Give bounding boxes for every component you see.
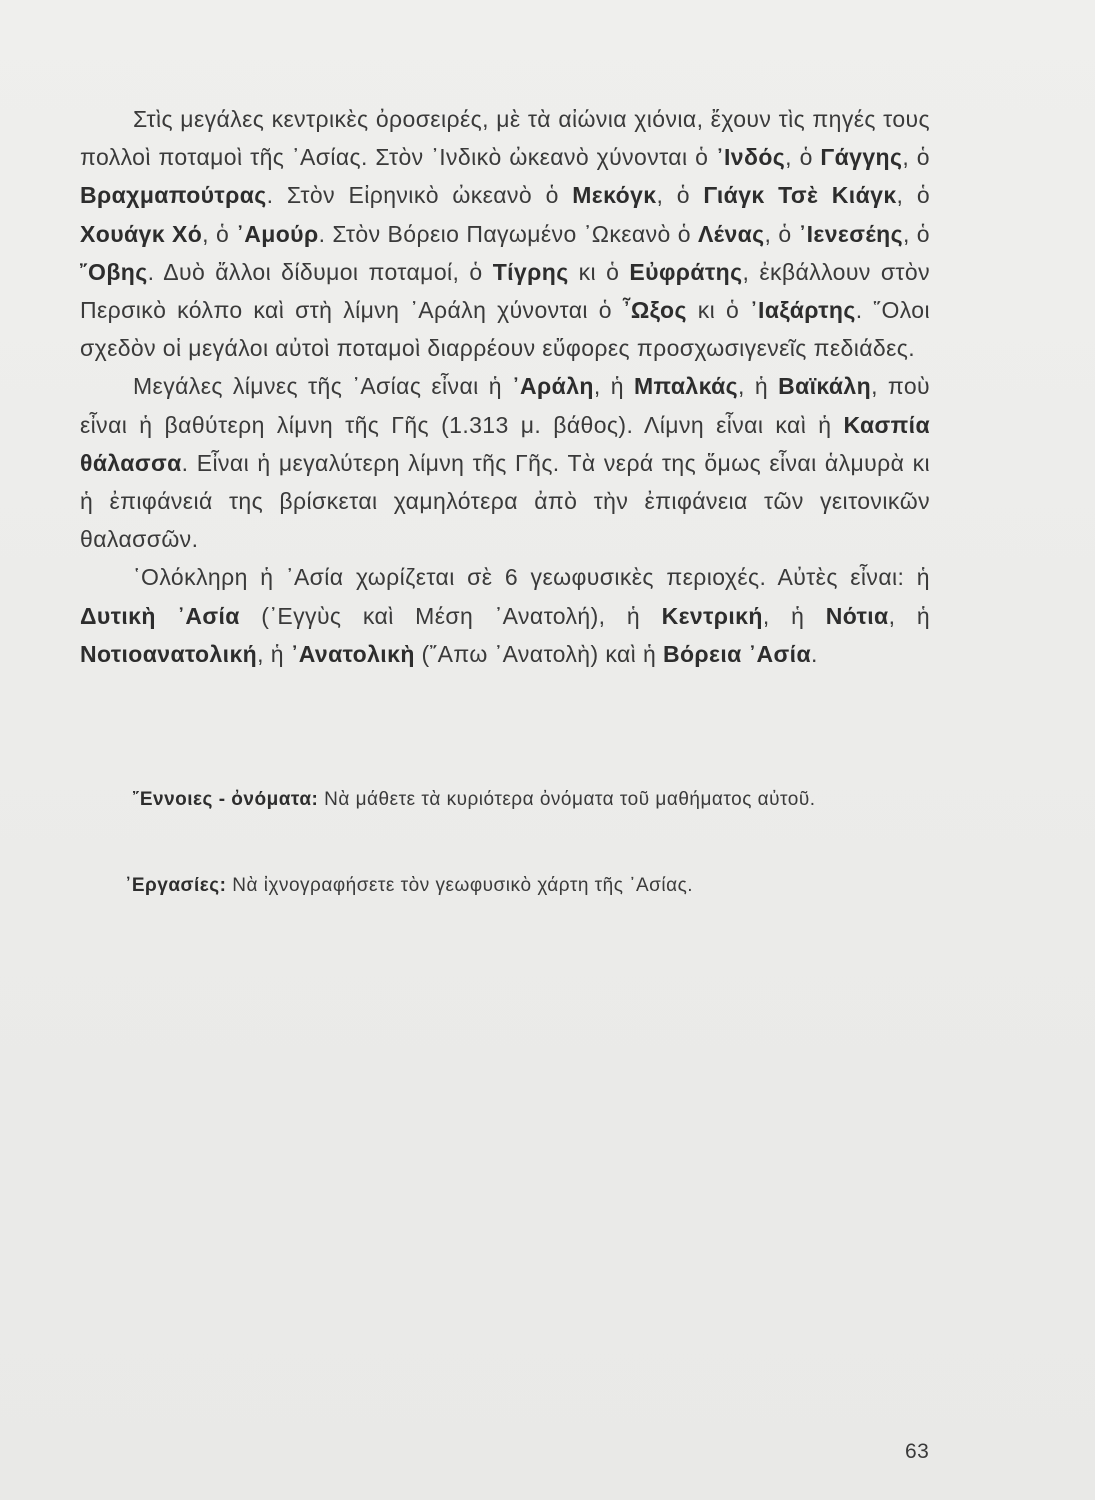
text-run: Μεγάλες λίμνες τῆς ᾿Ασίας εἶναι ἡ (133, 373, 512, 400)
bold-term: ᾿Ιαξάρτης (749, 297, 856, 324)
notes-text: Νὰ μάθετε τὰ κυριότερα ὀνόματα τοῦ μαθήματος αὐτοῦ. (318, 789, 816, 810)
bold-term: Γάγγης (820, 144, 903, 171)
text-run: , ὁ (902, 220, 930, 247)
text-run: , ὁ (202, 220, 237, 247)
text-run: Στὶς μεγάλες κεντρικὲς ὀροσειρές, μὲ τὰ αἰώνια χιόνια, ἔχουν τὶς πηγές τους πολλοὶ ποταμοὶ τῆς ᾿Ασίας. Στὸν ᾿Ινδικὸ ὠκεανὸ χύνονται ὁ (80, 106, 930, 171)
bold-term: Βαϊκάλη (778, 373, 872, 400)
text-run: ῾Ολόκληρη ἡ ᾿Ασία χωρίζεται σὲ 6 γεωφυσικὲς περιοχές. Αὐτὲς εἶναι: ἡ (133, 564, 930, 591)
bold-term: ᾿Ινδός (715, 144, 786, 171)
text-run: , ἡ (737, 373, 779, 400)
bold-term: Κασπία θάλασσα (80, 411, 930, 476)
tasks-text: Νὰ ἰχνογραφήσετε τὸν γεωφυσικὸ χάρτη τῆς ᾿Ασίας. (226, 875, 694, 896)
text-run: , ἡ (593, 373, 634, 400)
text-run: . ῞Ολοι σχεδὸν οἱ μεγάλοι αὐτοὶ ποταμοὶ διαρρέουν εὔφορες προσχωσιγενεῖς πεδιάδες. (80, 297, 930, 362)
bold-term: Κεντρική (661, 602, 763, 629)
bold-term: ῎Οβης (80, 258, 148, 285)
text-run: . Στὸν Βόρειο Παγωμένο ᾿Ωκεανὸ ὁ (318, 220, 698, 247)
notes-label: ῎Εννοιες - ὀνόματα: (133, 789, 319, 810)
paragraph-regions (80, 558, 930, 673)
bold-term: ᾿Αμούρ (236, 220, 319, 247)
bold-term: Λένας (697, 220, 765, 247)
bold-term: Βόρεια ᾿Ασία (662, 640, 812, 667)
bold-term: ᾿Ανατολικὴ (290, 640, 415, 667)
text-run: , ὁ (902, 144, 930, 171)
bold-term: Γιάγκ Τσὲ Κιάγκ (703, 182, 897, 209)
bold-term: Μπαλκάς (633, 373, 738, 400)
text-run: , ὁ (656, 182, 704, 209)
paragraph-rivers (80, 100, 930, 367)
text-run: , ἡ (257, 640, 291, 667)
text-run: κι ὁ (568, 258, 630, 285)
text-run: , ὁ (764, 220, 799, 247)
bold-term: Τίγρης (492, 258, 569, 285)
text-run: , ποὺ εἶναι ἡ βαθύτερη λίμνη τῆς Γῆς (1.313 μ. βάθος). Λίμνη εἶναι καὶ ἡ (80, 373, 931, 438)
text-run: κι ὁ (686, 297, 750, 324)
bold-term: Νότια (825, 602, 889, 629)
bold-term: Νοτιοανατολική (80, 640, 258, 667)
text-run: , ἡ (762, 602, 826, 629)
text-run: (῎Απω ᾿Ανατολὴ) καὶ ἡ (414, 640, 663, 667)
bold-term: Εὐφράτης (629, 258, 743, 285)
tasks-section (80, 868, 930, 904)
bold-term: ᾿Αράλη (511, 373, 594, 400)
text-run: , ὁ (896, 182, 931, 209)
text-run: , ἡ (888, 602, 931, 629)
bold-term: Βραχμαπούτρας (80, 182, 267, 209)
text-run: , ὁ (785, 144, 821, 171)
text-run: . Εἶναι ἡ μεγαλύτερη λίμνη τῆς Γῆς. Τὰ νερά της ὅμως εἶναι ἁλμυρὰ κι ἡ ἐπιφάνειά της βρίσκεται χαμηλότερα ἀπὸ τὴν ἐπιφάνεια τῶν γειτονικῶν θαλασσῶν. (80, 449, 930, 553)
paragraph-lakes (80, 367, 930, 558)
page-number: 63 (905, 1440, 930, 1463)
bold-term: Χουάγκ Χό (80, 220, 203, 247)
tasks-label: ᾿Εργασίες: (125, 875, 227, 896)
text-run: , ἐκβάλλουν στὸν Περσικὸ κόλπο καὶ στὴ λίμνη ᾿Αράλη χύνονται ὁ (80, 258, 930, 324)
text-run: . Στὸν Εἰρηνικὸ ὠκεανὸ ὁ (266, 182, 573, 209)
notes-section (80, 782, 930, 818)
bold-term: Δυτικὴ ᾿Ασία (80, 602, 240, 629)
bold-term: Μεκόγκ (572, 182, 657, 209)
text-run: (᾿Εγγὺς καὶ Μέση ᾿Ανατολή), ἡ (239, 602, 662, 629)
main-text (80, 100, 930, 673)
bold-term: ῏Ωξος (622, 297, 687, 324)
text-run: . Δυὸ ἄλλοι δίδυμοι ποταμοί, ὁ (147, 258, 493, 285)
bold-term: ᾿Ιενεσέης (798, 220, 903, 247)
text-run: . (811, 640, 818, 667)
